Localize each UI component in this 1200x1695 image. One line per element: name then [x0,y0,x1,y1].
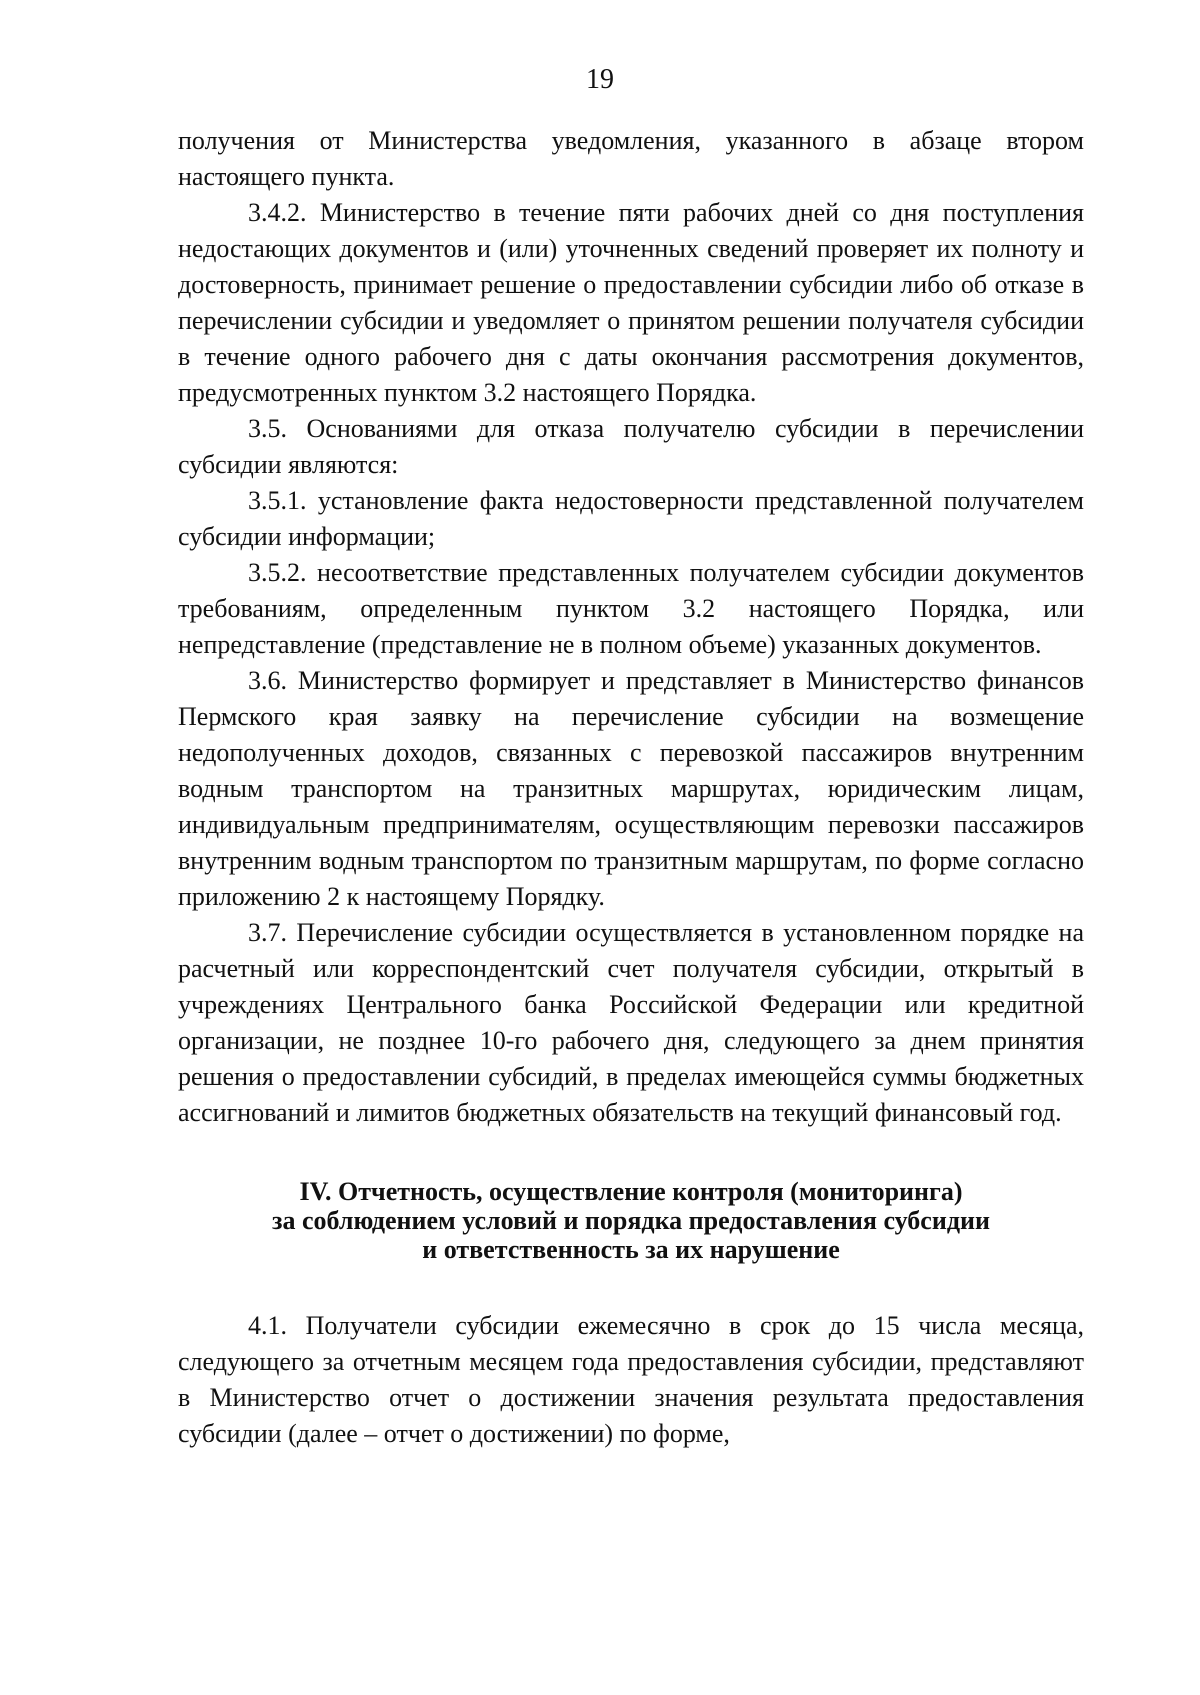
paragraph-3-4-2: 3.4.2. Министерство в течение пяти рабочих дней со дня поступления недостающих документов и (или) уточненных сведений проверяет их полноту и достоверность, принимает решение о предоставлении субсидии либо об отказе в перечислении субсидии и уведомляет о принятом решении получателя субсидии в течение одного рабочего дня с даты окончания рассмотрения документов, предусмотренных пунктом 3.2 настоящего Порядка. [178,198,1084,407]
paragraph-4-1: 4.1. Получатели субсидии ежемесячно в срок до 15 числа месяца, следующего за отчетным месяцем года предоставления субсидии, представляют в Министерство отчет о достижении значения результата предоставления субсидии (далее – отчет о достижении) по форме, [178,1311,1084,1448]
section-heading-line-1: IV. Отчетность, осуществление контроля (мониторинга) [299,1177,963,1206]
paragraph-3-5: 3.5. Основаниями для отказа получателю субсидии в перечислении субсидии являются: [178,414,1084,479]
section-heading-line-3: и ответственность за их нарушение [422,1235,840,1264]
document-body [178,123,1084,1452]
page-number: 19 [586,64,614,95]
paragraph-continuation: получения от Министерства уведомления, указанного в абзаце втором настоящего пункта. [178,126,1084,191]
paragraph-3-7: 3.7. Перечисление субсидии осуществляется в установленном порядке на расчетный или корреспондентский счет получателя субсидии, открытый в учреждениях Центрального банка Российской Федерации или кредитной организации, не позднее 10-го рабочего дня, следующего за днем принятия решения о предоставлении субсидий, в пределах имеющейся суммы бюджетных ассигнований и лимитов бюджетных обязательств на текущий финансовый год. [178,918,1084,1127]
paragraph-3-5-2: 3.5.2. несоответствие представленных получателем субсидии документов требованиям, определенным пунктом 3.2 настоящего Порядка, или непредставление (представление не в полном объеме) указанных документов. [178,558,1084,659]
paragraph-3-6: 3.6. Министерство формирует и представляет в Министерство финансов Пермского края заявку на перечисление субсидии на возмещение недополученных доходов, связанных с перевозкой пассажиров внутренним водным транспортом на транзитных маршрутах, юридическим лицам, индивидуальным предпринимателям, осуществляющим перевозки пассажиров внутренним водным транспортом по транзитным маршрутам, по форме согласно приложению 2 к настоящему Порядку. [178,666,1084,911]
section-heading [178,1177,1084,1264]
section-heading-line-2: за соблюдением условий и порядка предоставления субсидии [272,1206,990,1235]
paragraph-3-5-1: 3.5.1. установление факта недостоверности представленной получателем субсидии информации; [178,486,1084,551]
